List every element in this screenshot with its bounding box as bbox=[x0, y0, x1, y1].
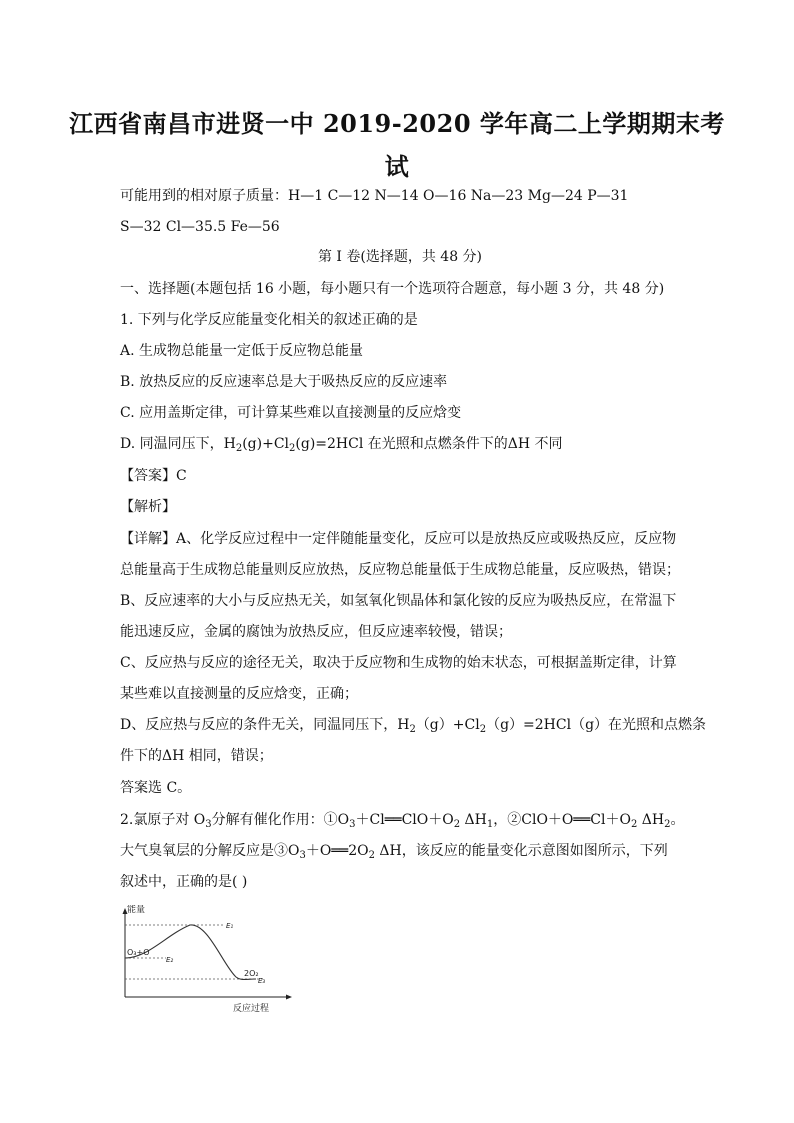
subscript: 1 bbox=[486, 819, 494, 830]
subscript: 2 bbox=[368, 850, 375, 861]
q1-detail-line: 【详解】A、化学反应过程中一定伴随能量变化，反应可以是放热反应或吸热反应，反应物 bbox=[120, 531, 677, 547]
q1-option-c: C. 应用盖斯定律，可计算某些难以直接测量的反应焓变 bbox=[120, 405, 462, 421]
section-header: 第 I 卷(选择题，共 48 分) bbox=[317, 249, 483, 265]
subscript: 2 bbox=[664, 819, 671, 830]
energy-diagram bbox=[118, 905, 298, 1015]
q2-stem-line1 bbox=[120, 810, 685, 830]
atomic-mass-line1: 可能用到的相对原子质量：H—1 C—12 N—14 O—16 Na—23 Mg—24 P—31 bbox=[120, 188, 629, 204]
product-label: 2O₂ bbox=[244, 969, 259, 978]
q2-text: ，②ClO＋O══Cl＋O bbox=[493, 812, 631, 828]
q2-text: 分解有催化作用：①O bbox=[211, 812, 350, 828]
q2-text: 大气臭氧层的分解反应是③O bbox=[120, 843, 300, 859]
subscript: 2 bbox=[630, 819, 638, 830]
x-axis-arrow bbox=[286, 995, 292, 1000]
q1-detail-line: 件下的ΔH 相同，错误； bbox=[120, 748, 273, 764]
q1-option-d-text: D. 同温同压下，H bbox=[120, 436, 236, 452]
document-title-line2: 试 bbox=[384, 152, 410, 181]
q2-text: 。 bbox=[670, 812, 685, 828]
q1-detail-text: D、反应热与反应的条件无关，同温同压下，H bbox=[120, 717, 410, 733]
document-title-line1: 江西省南昌市进贤一中 2019-2020 学年高二上学期期末考 bbox=[69, 109, 725, 138]
subscript: 3 bbox=[349, 819, 356, 830]
q2-text: ΔH bbox=[637, 812, 665, 828]
q2-text: ＋Cl══ClO＋O bbox=[355, 812, 454, 828]
q1-detail-line: 总能量高于生成物总能量则反应放热，反应物总能量低于生成物总能量，反应吸热，错误； bbox=[120, 562, 680, 578]
q1-answer: 【答案】C bbox=[120, 468, 187, 484]
e2-label: E₂ bbox=[166, 956, 174, 964]
x-axis-label: 反应过程 bbox=[233, 1004, 270, 1014]
subscript: 2 bbox=[479, 724, 487, 735]
subscript: 2 bbox=[289, 443, 296, 454]
q2-text: ΔH bbox=[460, 812, 487, 828]
q1-detail-line bbox=[120, 715, 707, 735]
subscript: 2 bbox=[409, 724, 416, 735]
q1-detail-line: C、反应热与反应的途径无关，取决于反应物和生成物的始末状态，可根据盖斯定律，计算 bbox=[120, 655, 677, 671]
q1-detail-line: 某些难以直接测量的反应焓变，正确； bbox=[120, 686, 358, 702]
y-axis-label: 能量 bbox=[127, 905, 146, 915]
subscript: 3 bbox=[299, 850, 306, 861]
atomic-mass-line2: S—32 Cl—35.5 Fe—56 bbox=[120, 219, 280, 235]
q2-stem-line3: 叙述中，正确的是( ) bbox=[120, 874, 248, 890]
subscript: 2 bbox=[453, 819, 461, 830]
q2-text: ΔH，该反应的能量变化示意图如图所示，下列 bbox=[374, 843, 668, 859]
q1-analysis-label: 【解析】 bbox=[120, 499, 176, 515]
q1-option-b: B. 放热反应的反应速率总是大于吸热反应的反应速率 bbox=[120, 374, 448, 390]
subscript: 2 bbox=[235, 443, 243, 454]
q2-stem-line2 bbox=[120, 841, 680, 861]
q1-option-d-text: (g)=2HCl 在光照和点燃条件下的ΔH 不同 bbox=[295, 436, 563, 452]
q2-text: 2.氯原子对 O bbox=[120, 812, 206, 828]
q1-option-d-text: (g)+Cl bbox=[242, 436, 290, 452]
q1-option-d bbox=[120, 434, 680, 454]
q2-text: ＋O══2O bbox=[305, 843, 369, 859]
q1-option-a: A. 生成物总能量一定低于反应物总能量 bbox=[120, 343, 364, 359]
q1-conclusion: 答案选 C。 bbox=[120, 780, 192, 796]
part-one-heading: 一、选择题(本题包括 16 小题，每小题只有一个选项符合题意，每小题 3 分，共 48 分) bbox=[120, 281, 665, 297]
subscript: 3 bbox=[205, 819, 212, 830]
q1-detail-text: （g）+Cl bbox=[415, 717, 480, 733]
q1-detail-text: （g）=2HCl（g）在光照和点燃条 bbox=[486, 717, 707, 733]
q1-detail-line: B、反应速率的大小与反应热无关，如氢氧化钡晶体和氯化铵的反应为吸热反应，在常温下 bbox=[120, 593, 677, 609]
q1-detail-line: 能迅速反应，金属的腐蚀为放热反应，但反应速率较慢，错误； bbox=[120, 624, 512, 640]
e3-label: E₃ bbox=[258, 977, 266, 985]
e1-label: E₁ bbox=[226, 922, 234, 930]
q1-stem: 1. 下列与化学反应能量变化相关的叙述正确的是 bbox=[120, 312, 418, 328]
reactant-label: O₃+O bbox=[127, 948, 150, 957]
